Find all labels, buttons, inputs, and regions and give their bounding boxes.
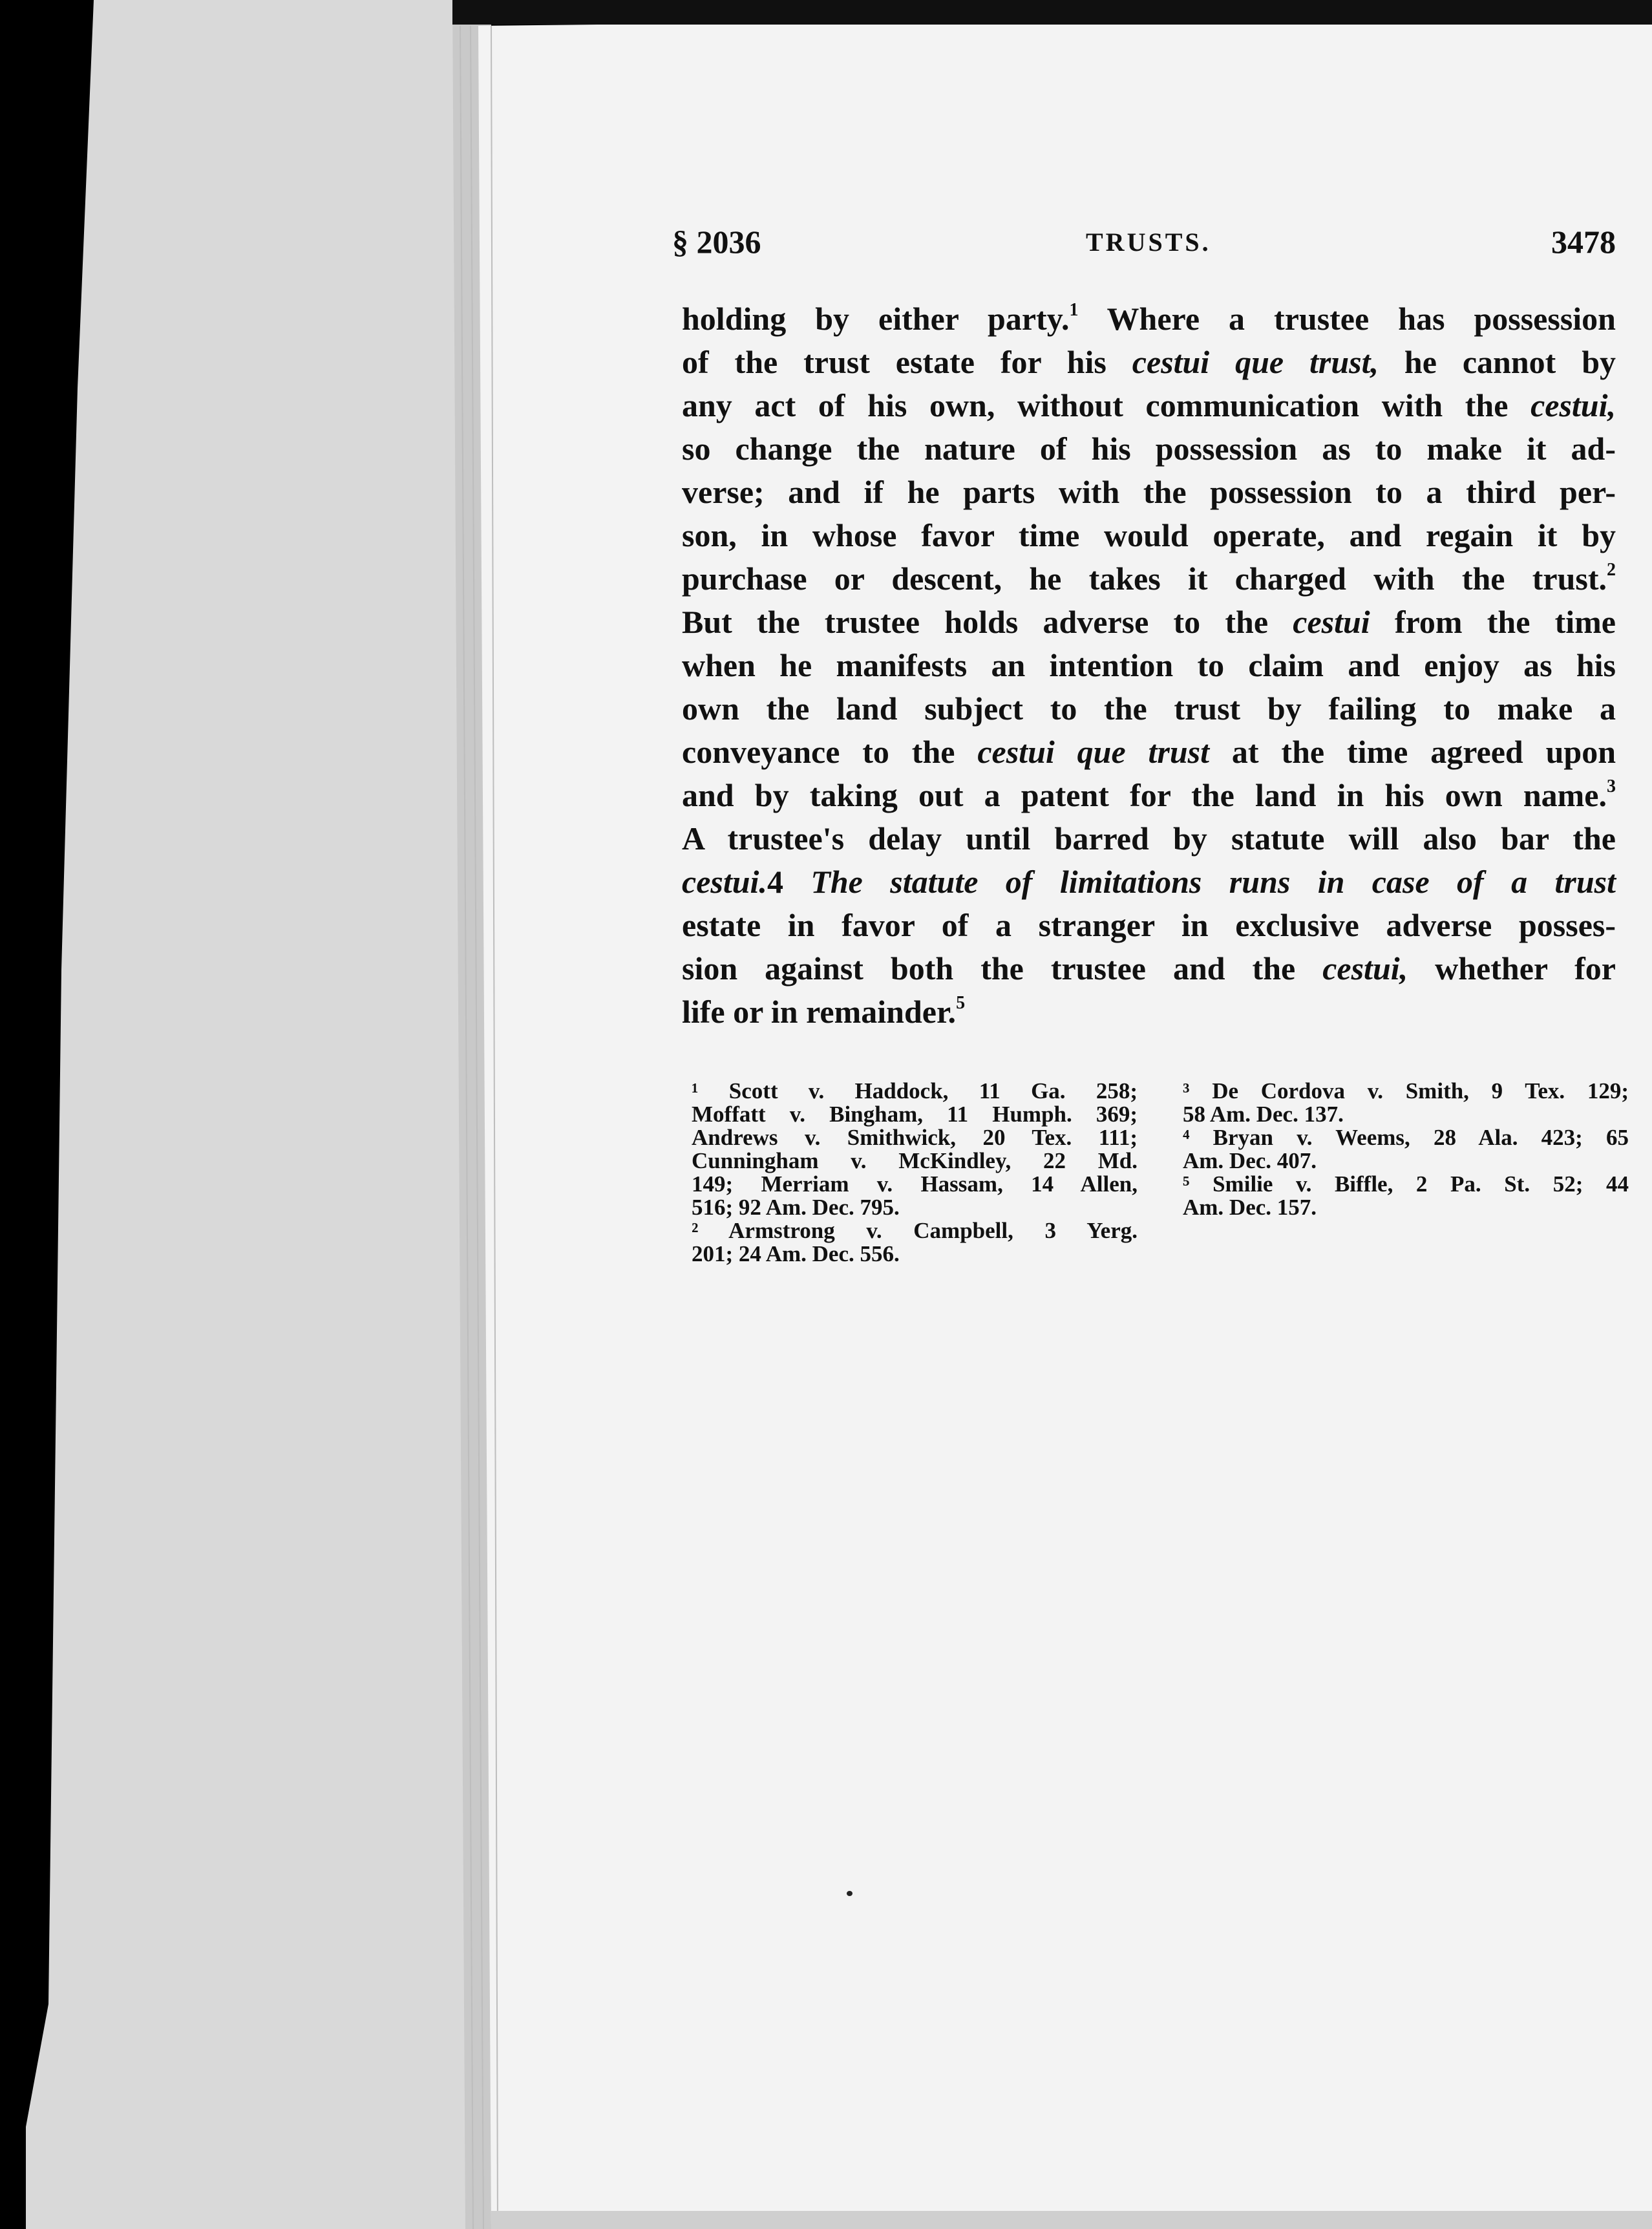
running-title: TRUSTS.: [1086, 228, 1211, 257]
text-run: But the trustee holds adverse to the: [682, 604, 1293, 640]
italic-term: cestui que trust: [977, 734, 1210, 770]
text-run: sion against both the trustee and the: [682, 950, 1323, 987]
footnote-line: Am. Dec. 407.: [1183, 1148, 1317, 1173]
text-line: [682, 384, 1616, 427]
text-run: holding by either party.: [682, 301, 1070, 337]
text-line: [682, 860, 1616, 904]
footnote-line: ³ De Cordova v. Smith, 9 Tex. 129;: [1183, 1078, 1629, 1104]
text-run: life or in remainder.: [682, 994, 957, 1030]
text-line: [682, 990, 1616, 1034]
footnote-line: Am. Dec. 157.: [1183, 1195, 1317, 1220]
text-line: [682, 947, 1616, 990]
text-run: when he manifests an intention to claim and enjoy as his: [682, 647, 1616, 683]
text-run: 4: [767, 864, 783, 900]
body-paragraph: [682, 297, 1616, 1034]
text-line: [682, 644, 1616, 687]
text-line: [682, 427, 1616, 471]
section-number: § 2036: [672, 224, 761, 260]
text-run: whether for: [1408, 950, 1616, 987]
text-run: conveyance to the: [682, 734, 978, 770]
text-run: verse; and if he parts with the possession to a third per-: [682, 474, 1616, 510]
italic-term: cestui que trust,: [1132, 344, 1379, 380]
text-line: [682, 297, 1616, 341]
footnotes-left-column: [692, 1080, 1138, 1266]
text-line: [682, 557, 1616, 601]
page-number: 3478: [1551, 224, 1616, 260]
footnote-line: Andrews v. Smithwick, 20 Tex. 111;: [692, 1125, 1138, 1150]
text-line: [682, 687, 1616, 731]
footnote-line: 58 Am. Dec. 137.: [1183, 1102, 1344, 1127]
footnote-line: ⁵ Smilie v. Biffle, 2 Pa. St. 52; 44: [1183, 1171, 1629, 1197]
text-run: from the time: [1370, 604, 1616, 640]
text-run: so change the nature of his possession as to make it ad-: [682, 431, 1616, 467]
text-run: Where a trustee has possession: [1078, 301, 1616, 337]
italic-term: The statute of limitations runs in case of a trust: [783, 864, 1616, 900]
text-line: [682, 601, 1616, 644]
footnote-line: 201; 24 Am. Dec. 556.: [692, 1241, 900, 1266]
text-run: son, in whose favor time would operate, and regain it by: [682, 517, 1616, 553]
footnote-marker: 2: [1607, 560, 1616, 580]
footnote-marker: 1: [1069, 300, 1079, 320]
italic-term: cestui,: [1322, 950, 1408, 987]
footnote-line: ⁴ Bryan v. Weems, 28 Ala. 423; 65: [1183, 1125, 1629, 1150]
text-line: [682, 904, 1616, 947]
text-run: he cannot by: [1379, 344, 1616, 380]
text-line: [682, 341, 1616, 384]
text-line: [682, 817, 1616, 860]
text-line: [682, 514, 1616, 557]
ink-speck: [847, 1891, 852, 1896]
footnote-line: ² Armstrong v. Campbell, 3 Yerg.: [692, 1218, 1138, 1243]
text-run: any act of his own, without communication with the: [682, 387, 1531, 423]
footnote-line: 149; Merriam v. Hassam, 14 Allen,: [692, 1171, 1138, 1197]
text-line: [682, 731, 1616, 774]
footnote-line: Cunningham v. McKindley, 22 Md.: [692, 1148, 1138, 1173]
text-run: at the time agreed upon: [1209, 734, 1616, 770]
text-run: A trustee's delay until barred by statute will also bar the: [682, 820, 1616, 857]
italic-term: cestui,: [1530, 387, 1616, 423]
text-run: of the trust estate for his: [682, 344, 1132, 380]
text-line: [682, 471, 1616, 514]
italic-term: cestui.: [682, 864, 767, 900]
running-header: [672, 223, 1616, 275]
footnote-line: ¹ Scott v. Haddock, 11 Ga. 258;: [692, 1078, 1138, 1104]
footnote-marker: 5: [956, 993, 966, 1013]
text-line: [682, 774, 1616, 817]
footnote-line: Moffatt v. Bingham, 11 Humph. 369;: [692, 1102, 1138, 1127]
footnotes-right-column: [1183, 1080, 1629, 1219]
italic-term: cestui: [1293, 604, 1370, 640]
footnote-marker: 3: [1607, 776, 1616, 796]
footnote-line: 516; 92 Am. Dec. 795.: [692, 1195, 900, 1220]
text-run: own the land subject to the trust by failing to make a: [682, 690, 1616, 727]
text-run: purchase or descent, he takes it charged with the trust.: [682, 560, 1607, 597]
text-run: and by taking out a patent for the land in his own name.: [682, 777, 1607, 813]
text-run: estate in favor of a stranger in exclusive adverse posses-: [682, 907, 1616, 943]
